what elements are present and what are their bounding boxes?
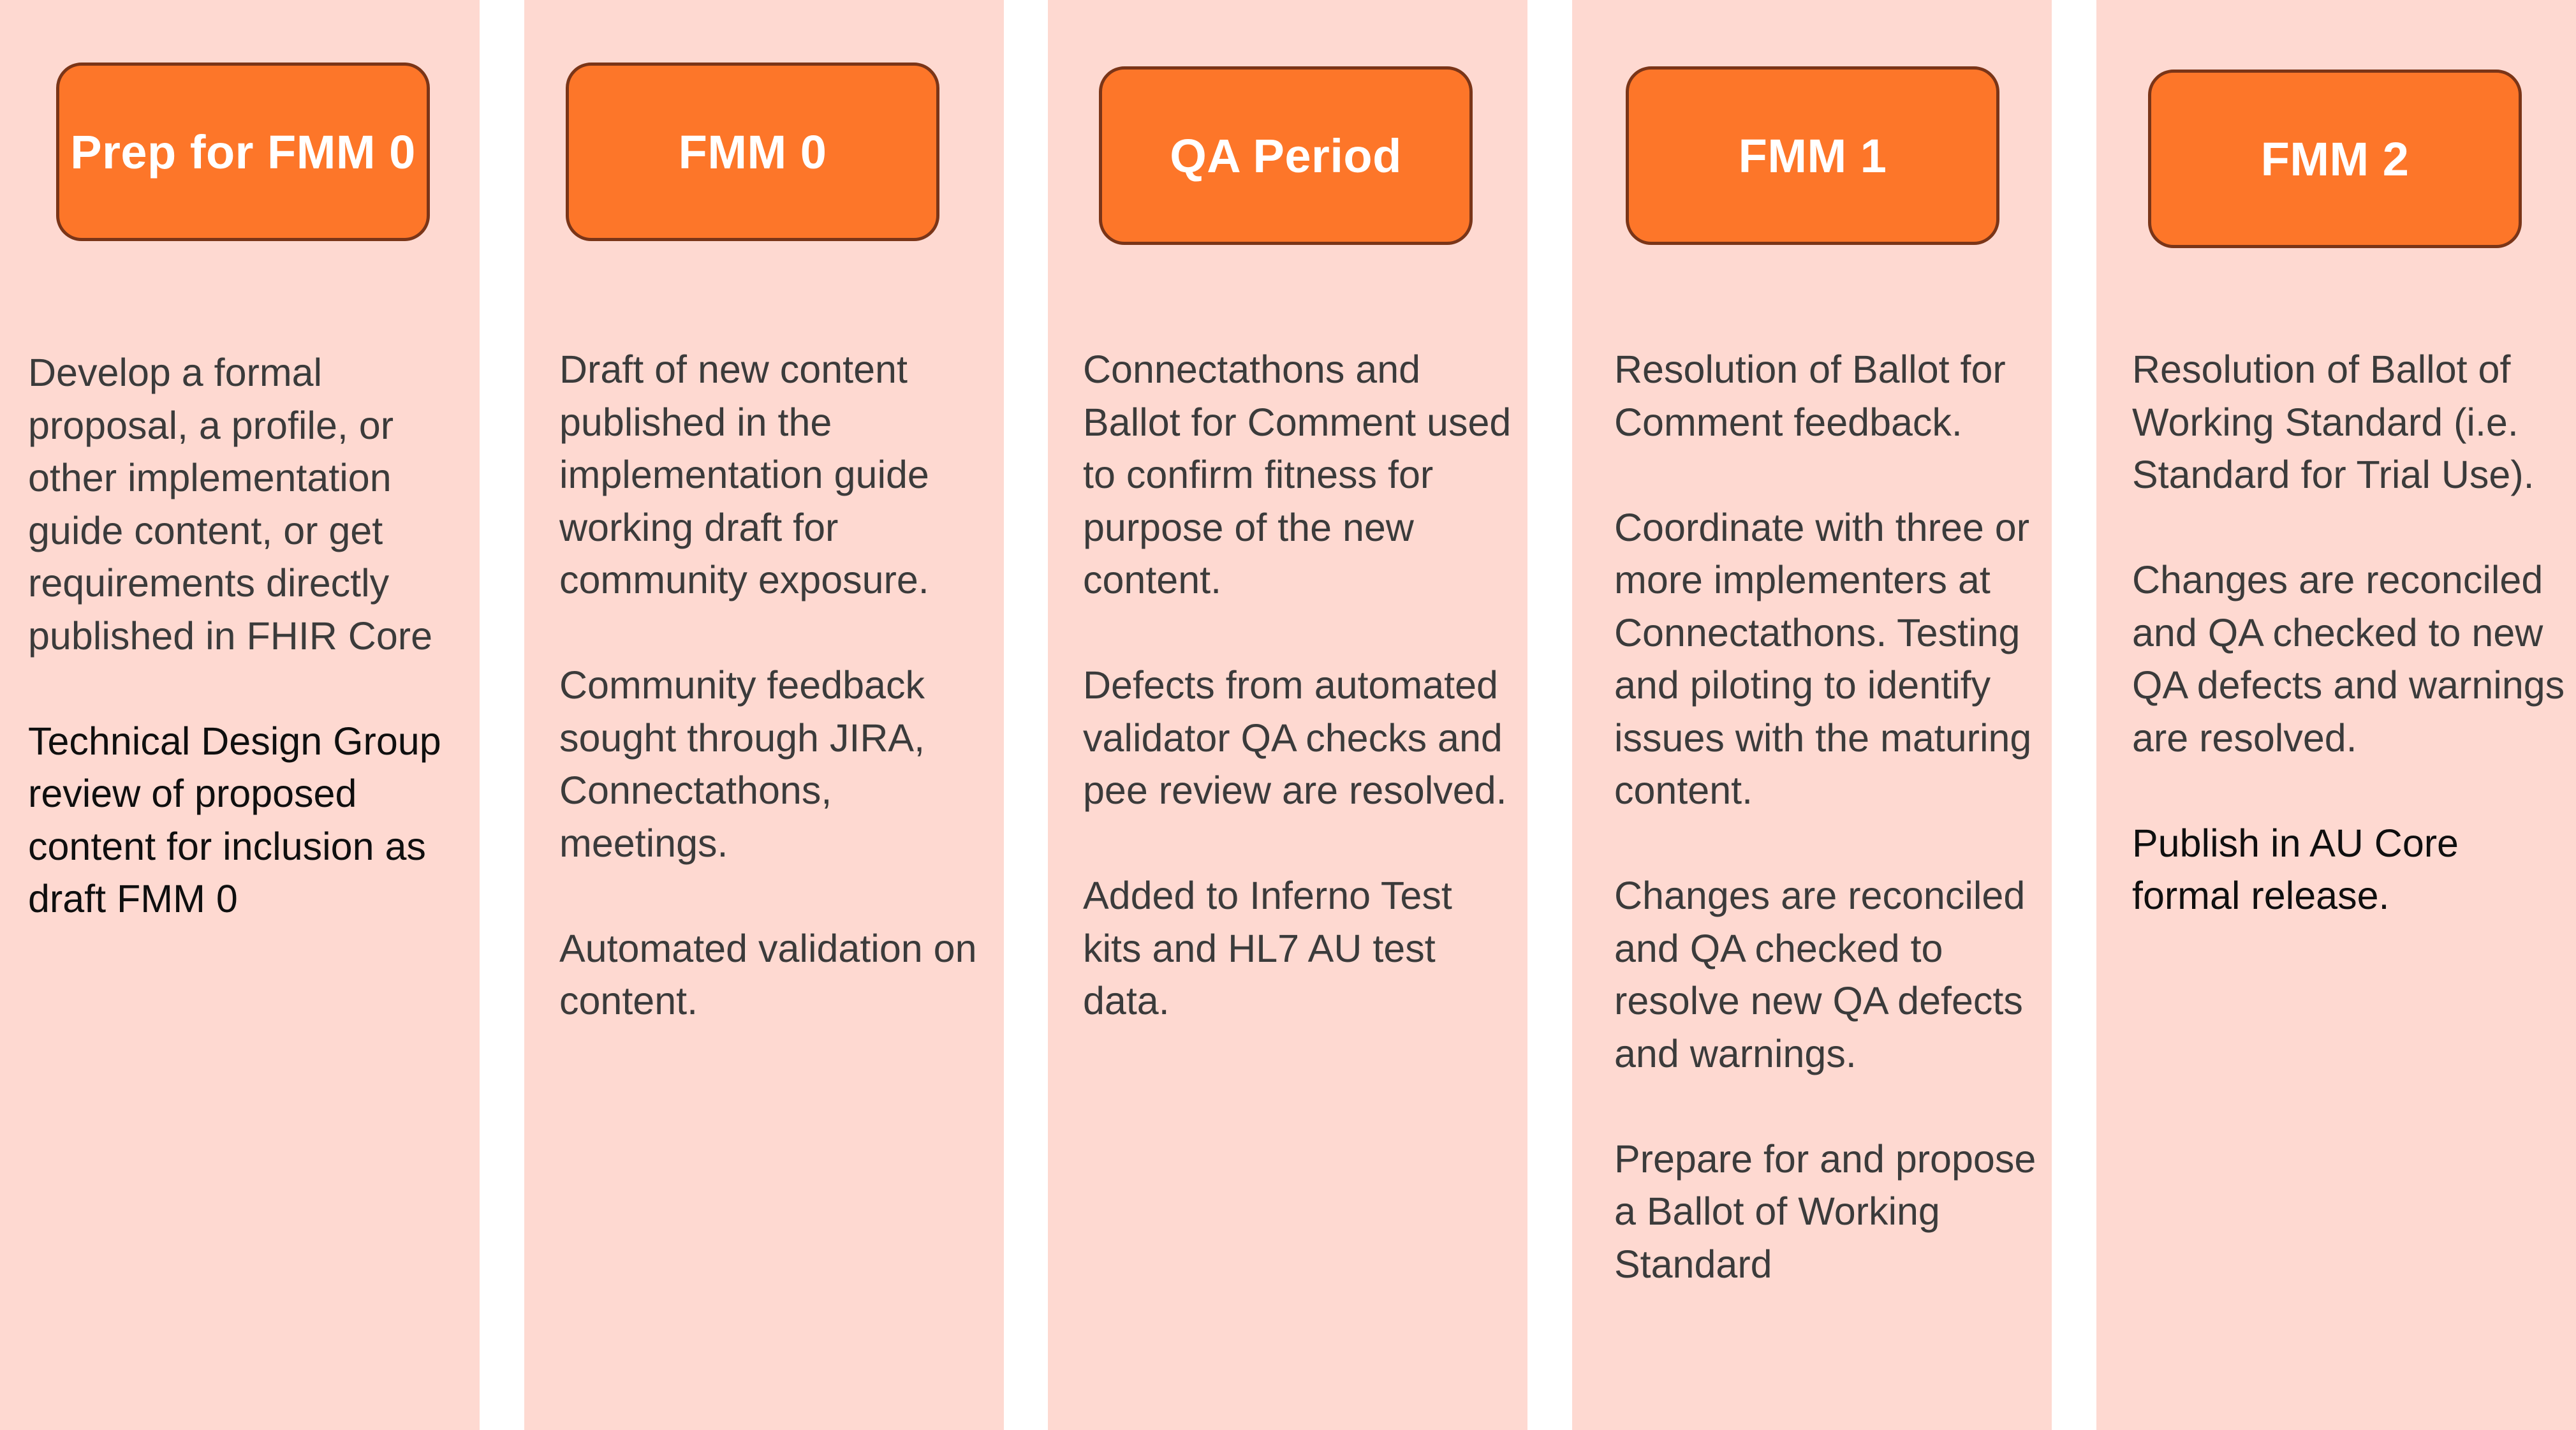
description-paragraph: Automated validation on content. — [559, 926, 977, 1022]
description-paragraph-emphasis: Publish in AU Core formal release. — [2132, 821, 2459, 917]
description-paragraph: Resolution of Ballot of Working Standard (i.e. Standard for Trial Use). — [2132, 348, 2535, 496]
description-paragraph: Added to Inferno Test kits and HL7 AU test data. — [1083, 874, 1452, 1022]
stage-box-qa-period — [1099, 66, 1473, 245]
description-paragraph: Community feedback sought through JIRA, Connectathons, meetings. — [559, 663, 925, 865]
stage-description — [28, 346, 468, 925]
description-paragraph: Changes are reconciled and QA checked to new QA defects and warnings are resolved. — [2132, 558, 2565, 760]
stage-description — [1083, 343, 1517, 1028]
stage-description — [1614, 343, 2043, 1290]
description-paragraph: Draft of new content published in the implementation guide working draft for community exposure. — [559, 348, 929, 601]
description-paragraph: Resolution of Ballot for Comment feedback. — [1614, 348, 2006, 444]
stage-box-fmm0 — [566, 63, 939, 241]
stage-column-fmm1 — [1572, 0, 2052, 1430]
stage-title: FMM 0 — [678, 125, 827, 179]
stage-title: FMM 2 — [2260, 132, 2410, 186]
description-paragraph: Changes are reconciled and QA checked to resolve new QA defects and warnings. — [1614, 874, 2026, 1075]
stage-title: Prep for FMM 0 — [70, 125, 416, 179]
stage-description — [2132, 343, 2576, 922]
stage-column-prep-fmm0 — [0, 0, 480, 1430]
stage-box-prep-fmm0 — [56, 63, 430, 241]
stage-title: FMM 1 — [1738, 129, 1887, 182]
stage-box-fmm2 — [2148, 70, 2522, 248]
stage-title: QA Period — [1170, 129, 1402, 182]
description-paragraph: Connectathons and Ballot for Comment used to confirm fitness for purpose of the new content. — [1083, 348, 1512, 601]
stage-box-fmm1 — [1626, 66, 1999, 245]
description-paragraph-emphasis: Technical Design Group review of proposed content for inclusion as draft FMM 0 — [28, 719, 441, 920]
stage-column-fmm2 — [2096, 0, 2576, 1430]
description-paragraph: Defects from automated validator QA checks and pee review are resolved. — [1083, 663, 1507, 812]
description-paragraph: Coordinate with three or more implementers at Connectathons. Testing and piloting to identify issues with the maturing content. — [1614, 505, 2032, 812]
stage-description — [559, 343, 993, 1028]
stage-column-qa-period — [1048, 0, 1527, 1430]
description-paragraph: Prepare for and propose a Ballot of Working Standard — [1614, 1137, 2036, 1286]
description-paragraph: Develop a formal proposal, a profile, or other implementation guide content, or get requirements directly published in FHIR Core — [28, 351, 433, 658]
stage-column-fmm0 — [524, 0, 1004, 1430]
